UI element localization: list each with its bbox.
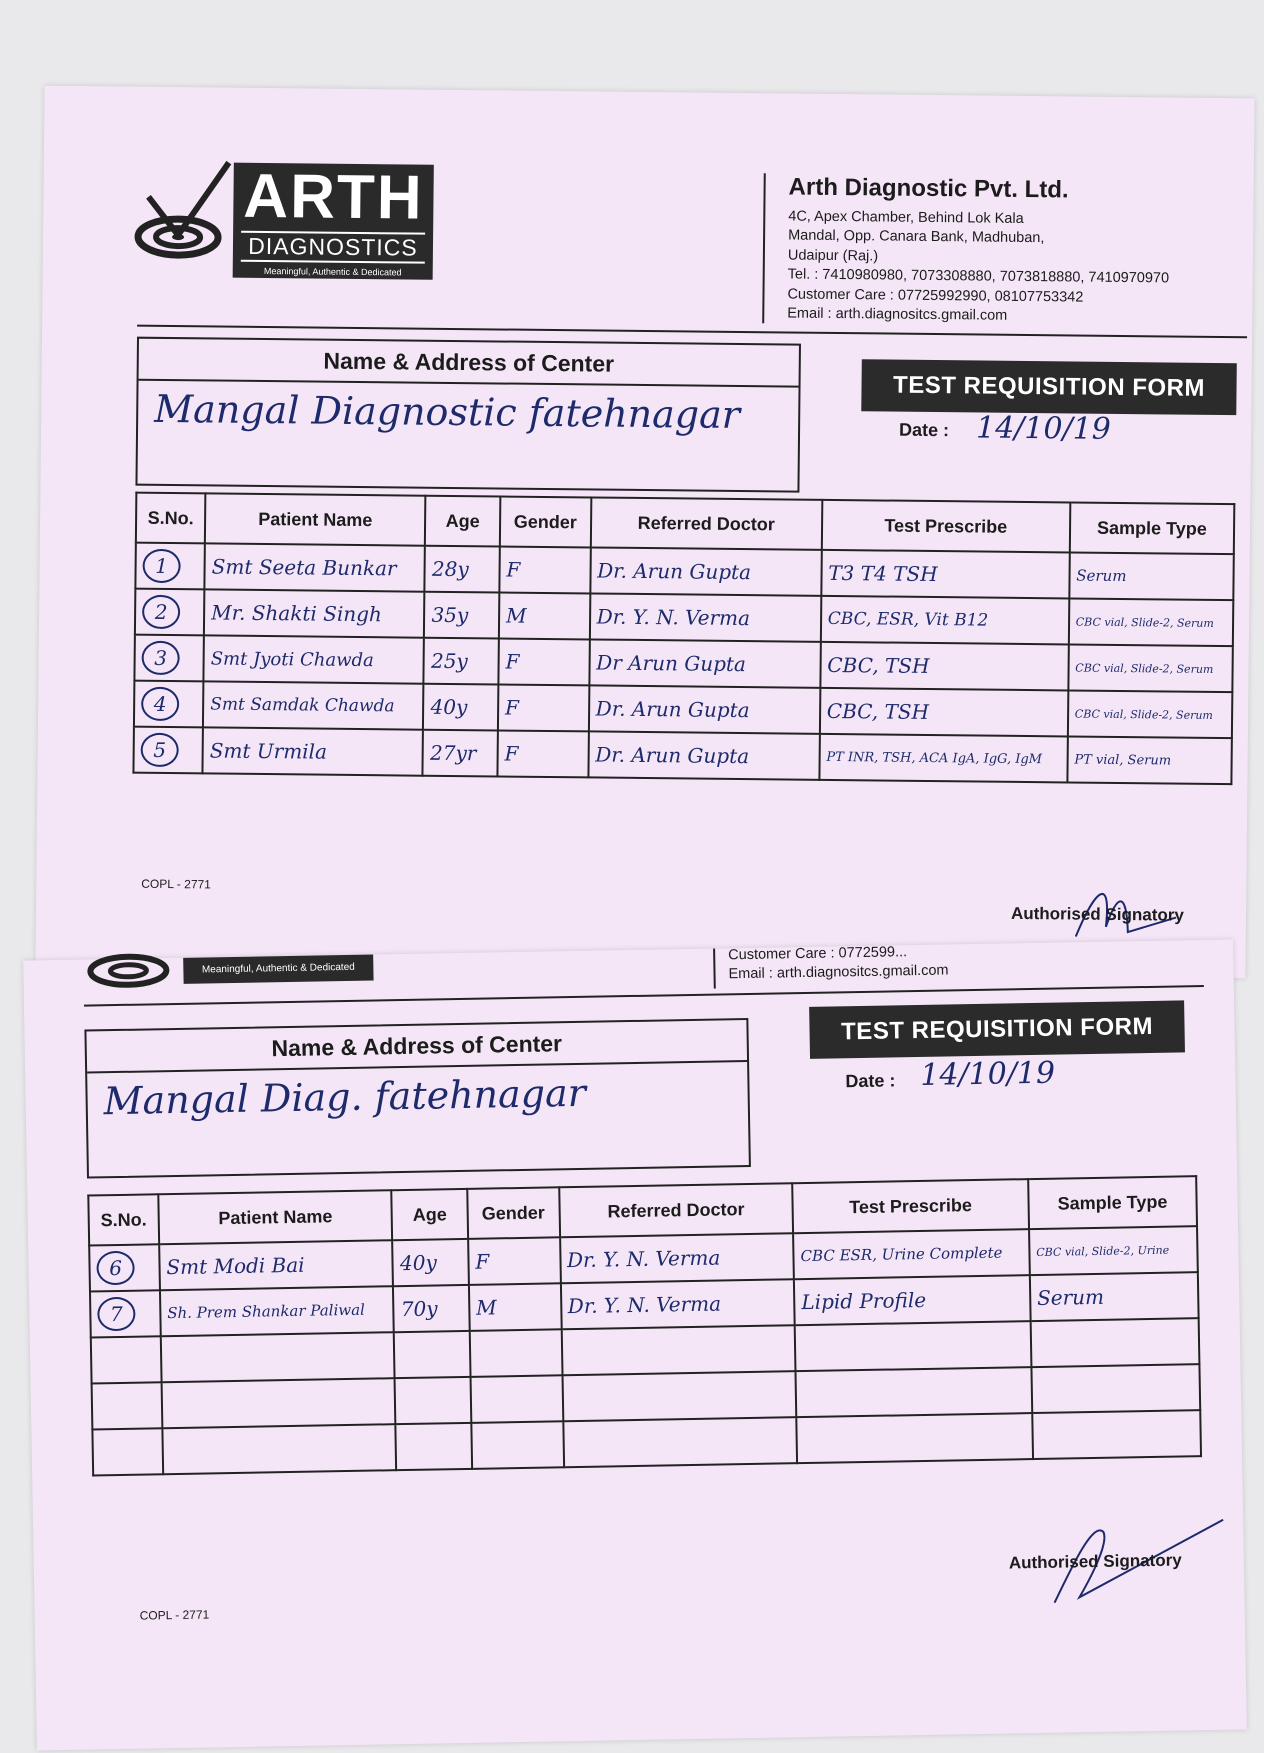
center-name-value: Mangal Diag. fatehnagar xyxy=(103,1070,587,1124)
row-test xyxy=(796,1413,1032,1463)
row-test: CBC ESR, Urine Complete xyxy=(793,1229,1029,1279)
col-test-prescribe: Test Prescribe xyxy=(792,1179,1029,1233)
col-referred-doctor: Referred Doctor xyxy=(590,497,822,549)
row-sno: 7 xyxy=(97,1297,136,1332)
row-patient-name: Smt Samdak Chawda xyxy=(203,681,424,729)
row-test: CBC, TSH xyxy=(820,642,1068,691)
row-doctor xyxy=(561,1325,795,1375)
row-test: Lipid Profile xyxy=(794,1275,1030,1325)
customer-care: Customer Care : 0772599... xyxy=(728,944,908,964)
header-divider xyxy=(762,173,766,323)
col-sample-type: Sample Type xyxy=(1070,502,1235,554)
row-age: 70y xyxy=(393,1285,469,1332)
row-gender: M xyxy=(469,1283,561,1331)
row-age: 28y xyxy=(425,546,500,593)
row-age: 25y xyxy=(424,638,499,685)
logo-tagline-strip: Meaningful, Authentic & Dedicated xyxy=(183,955,373,984)
center-name-value: Mangal Diagnostic fatehnagar xyxy=(154,386,741,437)
date-label: Date : xyxy=(898,419,950,441)
col-sno: S.No. xyxy=(88,1194,159,1245)
row-gender: F xyxy=(468,1237,560,1285)
target-logo-icon xyxy=(83,952,174,994)
row-doctor: Dr. Arun Gupta xyxy=(589,685,821,733)
row-patient-name: Mr. Shakti Singh xyxy=(204,589,425,637)
row-sample xyxy=(1031,1364,1200,1413)
center-heading: Name & Address of Center xyxy=(86,1020,747,1074)
form-title: TEST REQUISITION FORM xyxy=(809,1000,1185,1059)
row-gender xyxy=(470,1329,562,1377)
authorised-signatory: Authorised Signatory xyxy=(1010,903,1184,925)
logo-main-text: ARTH xyxy=(243,161,424,233)
row-age xyxy=(396,1423,472,1470)
row-sample xyxy=(1032,1410,1201,1459)
row-test: PT INR, TSH, ACA IgA, IgG, IgM xyxy=(819,734,1067,783)
center-box xyxy=(84,1018,750,1179)
row-age: 40y xyxy=(393,1239,469,1286)
form-title: TEST REQUISITION FORM xyxy=(861,359,1237,415)
row-test: T3 T4 TSH xyxy=(821,550,1069,599)
date-label: Date : xyxy=(845,1070,896,1092)
row-gender: F xyxy=(498,684,589,731)
copl-code: COPL - 2771 xyxy=(139,1607,210,1623)
row-sno: 5 xyxy=(141,733,179,767)
date-value: 14/10/19 xyxy=(920,1055,1056,1093)
center-box xyxy=(135,337,801,493)
row-patient-name xyxy=(162,1424,396,1474)
col-age: Age xyxy=(392,1189,468,1240)
row-test xyxy=(795,1321,1031,1371)
row-age: 27yr xyxy=(423,730,498,777)
customer-care: Customer Care : 07725992990, 08107753342 xyxy=(787,285,1084,306)
address-line-1: 4C, Apex Chamber, Behind Lok Kala xyxy=(788,207,1024,227)
row-doctor: Dr. Arun Gupta xyxy=(590,547,822,595)
row-age: 40y xyxy=(423,684,498,731)
row-patient-name: Smt Modi Bai xyxy=(159,1240,393,1290)
row-sample: Serum xyxy=(1030,1272,1199,1321)
patient-table xyxy=(87,1175,1202,1476)
row-sno: 1 xyxy=(142,549,180,583)
col-gender: Gender xyxy=(500,496,591,547)
row-gender: M xyxy=(499,592,590,639)
email: Email : arth.diagnositcs.gmail.com xyxy=(728,962,949,983)
row-patient-name: Smt Jyoti Chawda xyxy=(204,635,425,683)
col-sample-type: Sample Type xyxy=(1028,1176,1197,1229)
company-info xyxy=(787,173,1249,328)
date-value: 14/10/19 xyxy=(975,410,1112,447)
row-test: CBC, ESR, Vit B12 xyxy=(821,596,1069,645)
row-sample: PT vial, Serum xyxy=(1067,736,1232,784)
row-sno xyxy=(92,1382,163,1429)
row-sno xyxy=(92,1428,163,1475)
col-age: Age xyxy=(425,496,500,547)
address-line-2: Mandal, Opp. Canara Bank, Madhuban, xyxy=(788,227,1045,247)
row-gender: F xyxy=(498,638,589,685)
center-heading: Name & Address of Center xyxy=(139,339,799,388)
row-doctor: Dr. Y. N. Verma xyxy=(560,1279,794,1329)
row-age xyxy=(395,1377,471,1424)
requisition-sheet-2 xyxy=(23,940,1247,1751)
row-doctor: Dr Arun Gupta xyxy=(589,639,821,687)
row-doctor: Dr. Y. N. Verma xyxy=(560,1233,794,1283)
logo-tagline: Meaningful, Authentic & Dedicated xyxy=(263,265,402,278)
row-gender xyxy=(471,1421,563,1469)
email: Email : arth.diagnositcs.gmail.com xyxy=(787,305,1008,324)
row-doctor: Dr. Arun Gupta xyxy=(588,731,820,779)
requisition-sheet-1 xyxy=(35,86,1254,979)
company-info-partial xyxy=(728,942,949,984)
row-doctor xyxy=(563,1417,797,1467)
row-gender xyxy=(470,1375,562,1423)
company-name: Arth Diagnostic Pvt. Ltd. xyxy=(788,173,1069,204)
row-patient-name xyxy=(161,1378,395,1428)
row-sample: CBC vial, Slide-2, Serum xyxy=(1068,690,1233,738)
patient-table xyxy=(132,492,1235,786)
row-doctor xyxy=(562,1371,796,1421)
row-patient-name: Smt Seeta Bunkar xyxy=(204,543,425,591)
col-referred-doctor: Referred Doctor xyxy=(559,1183,793,1237)
col-patient-name: Patient Name xyxy=(205,493,426,545)
header-divider xyxy=(713,949,716,989)
row-doctor: Dr. Y. N. Verma xyxy=(589,593,821,641)
row-sample: CBC vial, Slide-2, Serum xyxy=(1068,644,1233,692)
brand-logo xyxy=(233,163,434,280)
row-sample: CBC vial, Slide-2, Serum xyxy=(1069,598,1234,646)
copl-code: COPL - 2771 xyxy=(141,876,211,892)
col-gender: Gender xyxy=(467,1187,560,1239)
address-line-3: Udaipur (Raj.) xyxy=(787,246,879,264)
row-sno: 4 xyxy=(141,687,179,721)
row-sno xyxy=(91,1336,162,1383)
row-sno: 6 xyxy=(96,1251,135,1286)
row-patient-name xyxy=(161,1332,395,1382)
telephone: Tel. : 7410980980, 7073308880, 7073818880, 7410970970 xyxy=(787,266,1170,287)
row-test: CBC, TSH xyxy=(820,688,1068,737)
row-age: 35y xyxy=(424,592,499,639)
row-sample: Serum xyxy=(1069,552,1234,600)
row-patient-name: Sh. Prem Shankar Paliwal xyxy=(160,1286,394,1336)
logo-sub-text: DIAGNOSTICS xyxy=(241,231,425,264)
row-patient-name: Smt Urmila xyxy=(203,727,424,775)
target-check-logo-icon xyxy=(128,157,239,268)
row-test xyxy=(796,1367,1032,1417)
row-age xyxy=(394,1331,470,1378)
row-gender: F xyxy=(499,546,590,593)
row-gender: F xyxy=(497,730,588,777)
col-sno: S.No. xyxy=(136,493,206,544)
col-patient-name: Patient Name xyxy=(158,1190,392,1244)
col-test-prescribe: Test Prescribe xyxy=(822,500,1071,553)
authorised-signatory: Authorised Signatory xyxy=(1008,1550,1182,1573)
row-sno: 2 xyxy=(142,595,180,629)
row-sample xyxy=(1030,1318,1199,1367)
row-sno: 3 xyxy=(141,641,179,675)
row-sample: CBC vial, Slide-2, Urine xyxy=(1029,1226,1198,1275)
